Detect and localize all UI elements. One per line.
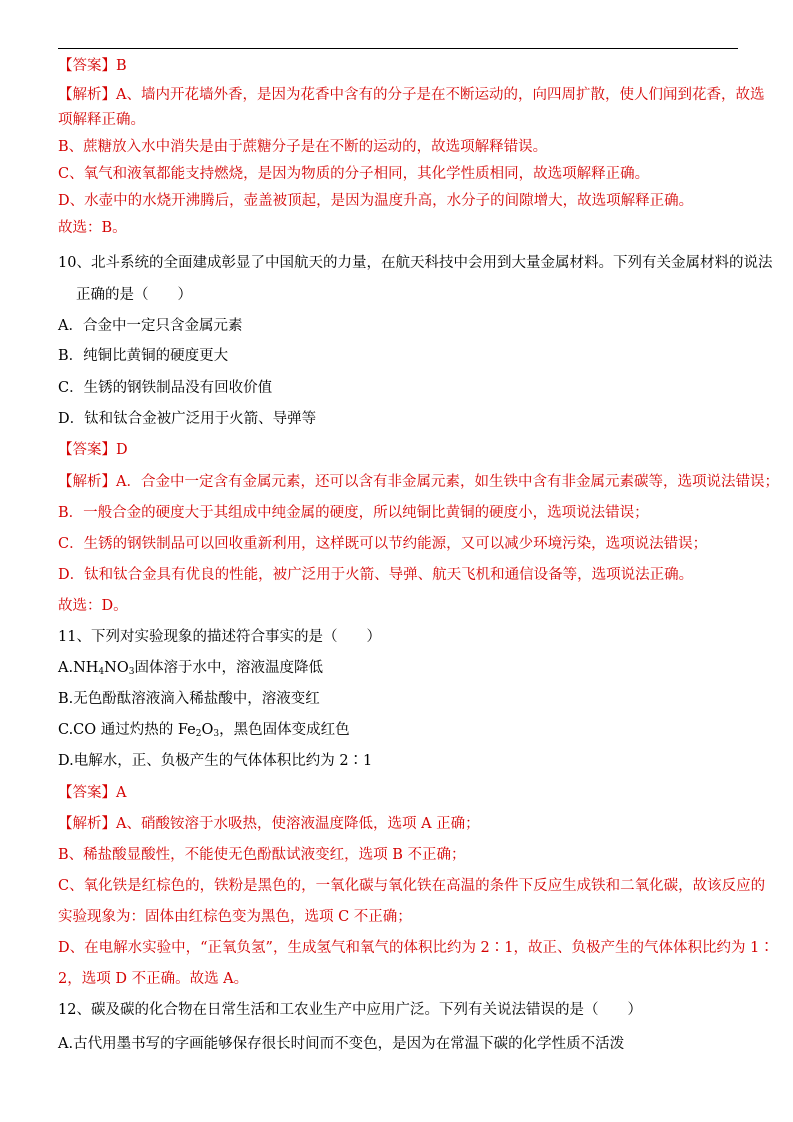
q10-stem-line-2: 正确的是（ ） (76, 287, 192, 303)
q12-option-a: A.古代用墨书写的字画能够保存很长时间而不变色，是因为在常温下碳的化学性质不活泼 (58, 1036, 625, 1052)
q11-analysis-line-5: D、在电解水实验中，“正氧负氢”，生成氢气和氧气的体积比约为 2∶1，故正、负极产生的气体体积比约为 1∶ (58, 940, 774, 956)
q12-stem: 12、碳及碳的化合物在日常生活和工农业生产中应用广泛。下列有关说法错误的是（ ） (58, 1002, 642, 1018)
q9-analysis-line-1: 【解析】A、墙内开花墙外香，是因为花香中含有的分子是在不断运动的，向四周扩散，使人们闻到花香，故选 (58, 87, 765, 103)
q11-option-c: C.CO 通过灼热的 $Fe_2O_3$，黑色固体变成红色 (58, 722, 350, 739)
q11-option-b: B.无色酚酞溶液滴入稀盐酸中，溶液变红 (58, 691, 320, 707)
q9-conclusion: 故选：B。 (58, 220, 127, 236)
q10-analysis-line-3: C．生锈的钢铁制品可以回收重新利用，这样既可以节约能源，又可以减少环境污染，选项说法错误； (58, 536, 708, 552)
q11-analysis-line-6: 2，选项 D 不正确。故选 A。 (58, 971, 249, 987)
q10-option-a: A．合金中一定只含金属元素 (58, 318, 243, 334)
header-rule (58, 48, 738, 49)
q10-analysis-line-4: D．钛和钛合金具有优良的性能，被广泛用于火箭、导弹、航天飞机和通信设备等，选项说法正确。 (58, 567, 694, 583)
q9-analysis-line-4: C、氧气和液氧都能支持燃烧，是因为物质的分子相同，其化学性质相同，故选项解释正确。 (58, 166, 650, 182)
q11-analysis-line-4: 实验现象为：固体由红棕色变为黑色，选项 C 不正确； (58, 909, 412, 925)
q9-analysis-line-2: 项解释正确。 (58, 112, 145, 128)
q10-conclusion: 故选：D。 (58, 598, 128, 614)
q11-analysis-line-2: B、稀盐酸显酸性，不能使无色酚酞试液变红，选项 B 不正确； (58, 847, 466, 863)
q11-analysis-line-3: C、氧化铁是红棕色的，铁粉是黑色的，一氧化碳与氧化铁在高温的条件下反应生成铁和二氧化碳，故该反应的 (58, 878, 766, 894)
q10-analysis-line-2: B．一般合金的硬度大于其组成中纯金属的硬度，所以纯铜比黄铜的硬度小，选项说法错误； (58, 505, 649, 521)
q11-stem: 11、下列对实验现象的描述符合事实的是（ ） (58, 629, 381, 645)
q9-answer: 【答案】B (58, 58, 127, 74)
q10-answer: 【答案】D (58, 442, 128, 458)
q10-option-b: B．纯铜比黄铜的硬度更大 (58, 348, 229, 364)
q9-analysis-line-5: D、水壶中的水烧开沸腾后，壶盖被顶起，是因为温度升高，水分子的间隙增大，故选项解释正确。 (58, 193, 694, 209)
q9-analysis-line-3: B、蔗糖放入水中消失是由于蔗糖分子是在不断的运动的，故选项解释错误。 (58, 139, 548, 155)
q10-analysis-line-1: 【解析】A．合金中一定含有金属元素，还可以含有非金属元素，如生铁中含有非金属元素碳等，选项说法错误； (58, 474, 779, 490)
q10-option-d: D．钛和钛合金被广泛用于火箭、导弹等 (58, 411, 317, 427)
q11-option-d: D.电解水，正、负极产生的气体体积比约为 2∶1 (58, 753, 373, 769)
q11-analysis-line-1: 【解析】A、硝酸铵溶于水吸热，使溶液温度降低，选项 A 正确； (58, 816, 480, 832)
q11-answer: 【答案】A (58, 785, 127, 801)
q10-stem-line-1: 10、北斗系统的全面建成彰显了中国航天的力量，在航天科技中会用到大量金属材料。下列有关金属材料的说法 (58, 255, 773, 271)
q10-option-c: C．生锈的钢铁制品没有回收价值 (58, 380, 273, 396)
q11-option-a: $A.NH_4NO_3$固体溶于水中，溶液温度降低 (58, 660, 323, 677)
